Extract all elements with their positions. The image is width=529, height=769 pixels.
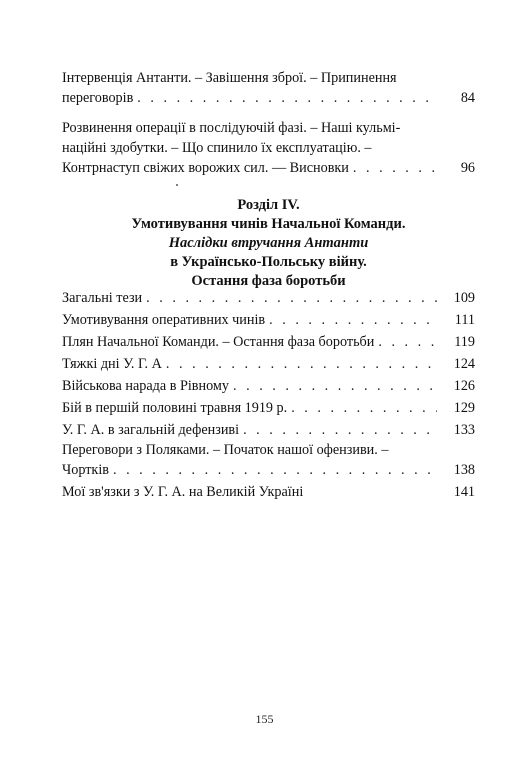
toc-entry-title: Умотивування оперативних чинів (62, 312, 266, 328)
toc-entry-page: 124 (453, 356, 475, 372)
section-title-line: Умотивування чинів Начальної Команди. (131, 216, 406, 232)
leader-dots (137, 88, 437, 108)
toc-entry (62, 482, 475, 504)
toc-entry-page: 109 (453, 290, 475, 306)
leader-dots (353, 158, 437, 178)
toc-entry-title: Мої зв'язки з У. Г. А. на Великій Україні (62, 484, 304, 500)
toc-entry-title: Військова нарада в Рівному (62, 378, 229, 394)
toc-entry-page: 129 (453, 400, 475, 416)
page-number: 155 (255, 712, 274, 726)
toc-entry (62, 118, 475, 178)
toc-entry-page: 96 (460, 160, 475, 176)
toc-entry-page: 133 (453, 422, 475, 438)
toc-section-entries (62, 288, 475, 504)
toc-entry-last-line (62, 88, 475, 108)
toc-entry (62, 310, 475, 332)
section-heading (62, 196, 475, 291)
toc-entry-title: Тяжкі дні У. Г. А (62, 356, 162, 372)
toc-entry (62, 420, 475, 440)
toc-entry-title: У. Г. А. в загальній дефензиві (62, 422, 240, 438)
toc-entry (62, 332, 475, 354)
toc-entry-page: 138 (453, 462, 475, 478)
toc-entry (62, 376, 475, 398)
section-title-line: Наслідки втручання Антанти (168, 235, 369, 251)
toc-entry-page: 84 (460, 90, 475, 106)
toc-entry-title: Контрнаступ свіжих ворожих сил. — Висновки (62, 160, 349, 176)
print-speck (176, 184, 178, 186)
toc-entry-page: 126 (453, 378, 475, 394)
toc-entry-last-line (62, 158, 475, 178)
toc-entry-title: Чортків (62, 462, 109, 478)
toc-entry (62, 288, 475, 310)
toc-entry (62, 354, 475, 376)
toc-entry-page: 111 (454, 312, 475, 328)
leader-dots (269, 310, 437, 330)
toc-entry-title: Загальні тези (62, 290, 143, 306)
leader-dots (378, 332, 437, 352)
toc-entry-title: переговорів (62, 90, 134, 106)
toc-entry-page: 141 (453, 484, 475, 500)
toc-entry-page: 119 (454, 334, 475, 350)
toc-entry (62, 440, 475, 482)
toc-entry-line: Розвинення операції в послідуючій фазі. – Наші кульмі- (62, 120, 401, 136)
leader-dots (243, 420, 437, 440)
section-title-line: Остання фаза боротьби (191, 273, 346, 289)
section-number: Розділ IV. (237, 197, 300, 213)
toc-entry-line: Інтервенція Антанти. – Завішення зброї. – Припинення (62, 70, 397, 86)
toc-entry-line: наційні здобутки. – Що спинило їх експлуатацію. – (62, 140, 372, 156)
toc-entry (62, 398, 475, 420)
leader-dots (291, 398, 437, 418)
leader-dots (166, 354, 437, 374)
toc-entry (62, 68, 475, 108)
toc-entry-line: Переговори з Поляками. – Початок нашої офензиви. – (62, 442, 389, 458)
toc-top-entries (62, 68, 475, 178)
toc-entry-title: Бій в першій половині травня 1919 р. (62, 400, 288, 416)
leader-dots (146, 288, 437, 308)
leader-dots (233, 376, 437, 396)
toc-entry-title: Плян Начальної Команди. – Остання фаза боротьби (62, 334, 375, 350)
leader-dots (113, 460, 437, 480)
section-title-line: в Українсько-Польську війну. (170, 254, 367, 270)
